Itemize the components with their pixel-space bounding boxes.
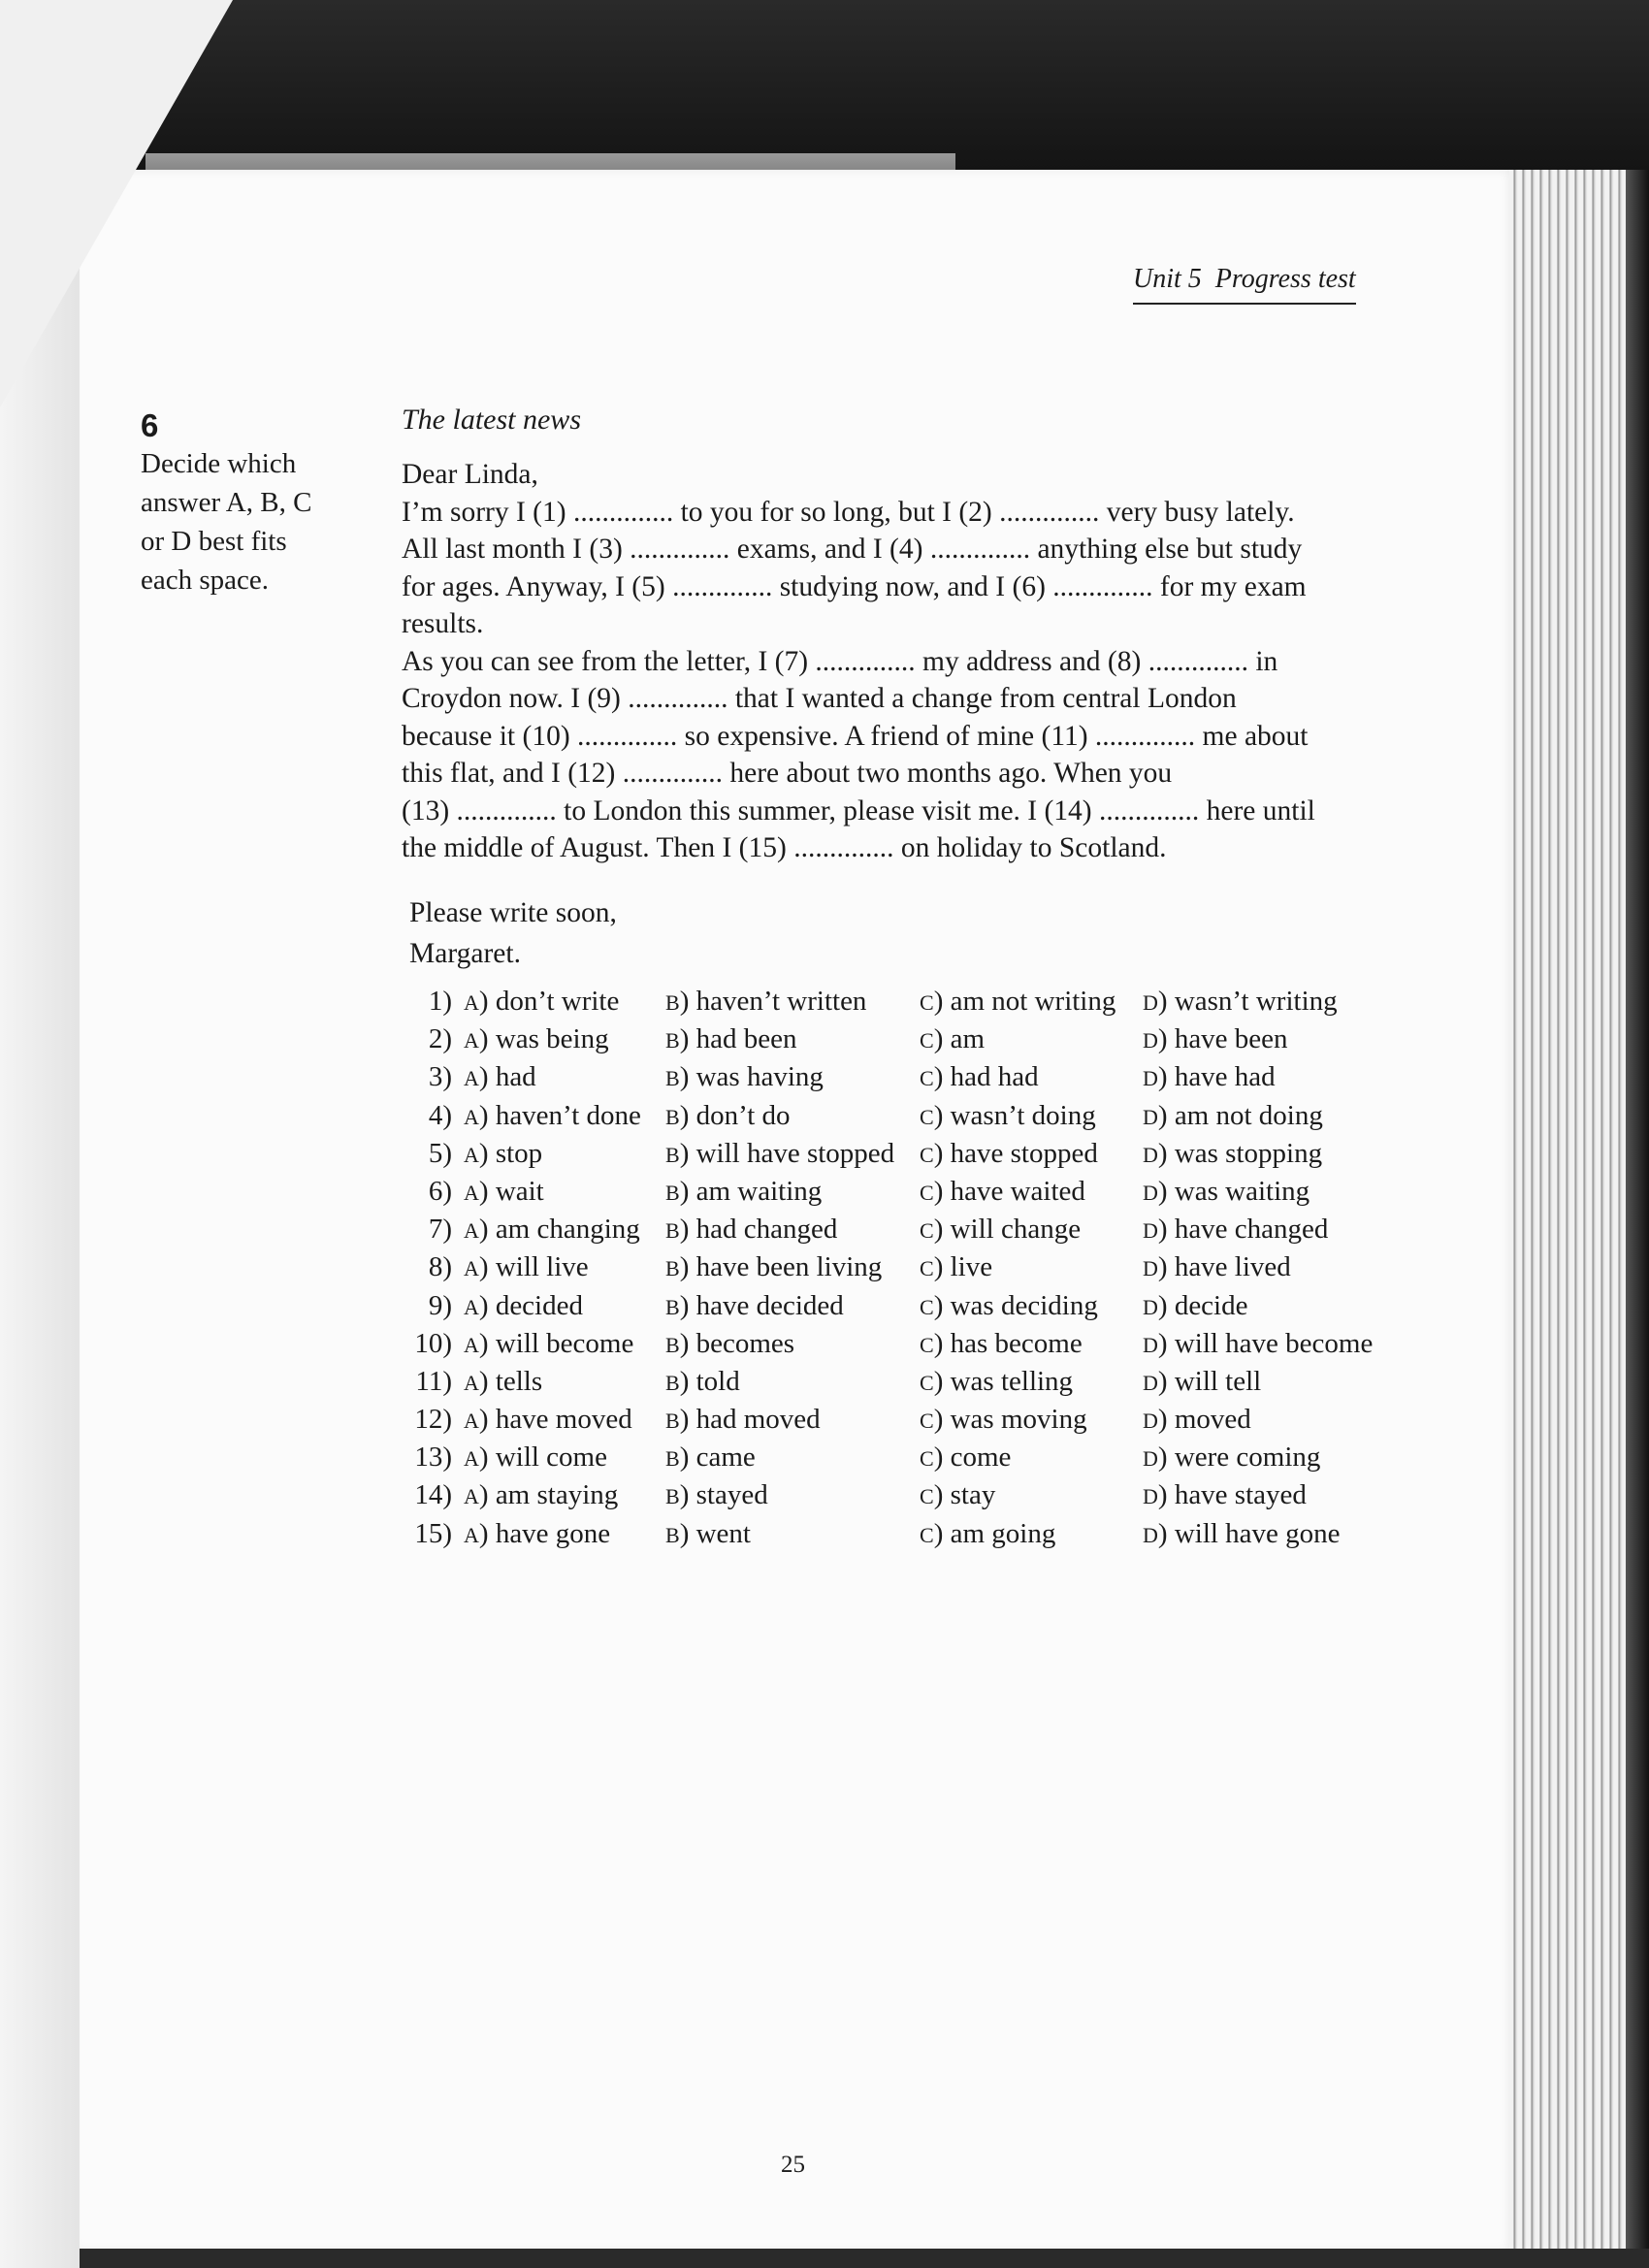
option-letter: A <box>464 1409 479 1434</box>
option-letter: C <box>920 1142 934 1167</box>
option-text: haven’t written <box>695 986 867 1017</box>
question-number: 1) <box>428 986 452 1017</box>
option-text: decide <box>1174 1289 1248 1321</box>
option-a: A) was being <box>464 1023 609 1055</box>
option-text: stayed <box>695 1479 768 1511</box>
letter-line: Croydon now. I (9) .............. that I wanted a change from central London <box>402 683 1237 714</box>
option-text: have waited <box>950 1175 1085 1207</box>
option-text: went <box>695 1517 751 1549</box>
option-text: will tell <box>1174 1365 1262 1397</box>
question-number: 11) <box>415 1365 452 1397</box>
option-c: C) wasn’t doing <box>920 1099 1096 1131</box>
letter-line: I’m sorry I (1) .............. to you for so long, but I (2) .............. very busy lately. <box>402 496 1295 528</box>
option-b: B) don’t do <box>665 1099 791 1131</box>
option-d: D) have had <box>1143 1061 1276 1093</box>
option-text: was telling <box>950 1365 1074 1397</box>
option-c: C) am going <box>920 1517 1056 1549</box>
option-a: A) tells <box>464 1365 543 1397</box>
letter-line: this flat, and I (12) .............. here about two months ago. When you <box>402 758 1173 789</box>
letter-line: results. <box>402 608 484 639</box>
instruction-line: or D best fits <box>141 526 287 557</box>
question-number: 10) <box>414 1327 452 1359</box>
letter-line: (13) .............. to London this summer, please visit me. I (14) .............. here until <box>402 794 1315 826</box>
option-text: have decided <box>695 1289 844 1321</box>
option-c: C) has become <box>920 1327 1083 1359</box>
option-letter: D <box>1143 1332 1158 1357</box>
question-number: 13) <box>414 1442 452 1474</box>
option-text: was waiting <box>1174 1175 1310 1207</box>
option-d: D) was stopping <box>1143 1137 1323 1169</box>
option-a: A) wait <box>464 1175 544 1207</box>
option-text: will come <box>495 1442 607 1474</box>
option-text: stay <box>950 1479 996 1511</box>
option-text: live <box>950 1251 993 1283</box>
option-b: B) am waiting <box>665 1175 823 1207</box>
letter-title: The latest news <box>402 404 581 436</box>
option-row <box>405 1061 1414 1099</box>
option-d: D) will have become <box>1143 1327 1374 1359</box>
option-a: A) have gone <box>464 1517 611 1549</box>
option-letter: A <box>464 1370 479 1395</box>
option-d: D) was waiting <box>1143 1175 1310 1207</box>
option-a: A) decided <box>464 1289 583 1321</box>
option-b: B) haven’t written <box>665 986 867 1017</box>
option-d: D) decide <box>1143 1289 1248 1321</box>
option-text: haven’t done <box>495 1099 641 1131</box>
option-a: A) will come <box>464 1442 607 1474</box>
option-letter: D <box>1143 1294 1158 1319</box>
option-text: will live <box>495 1251 589 1283</box>
question-number: 8) <box>428 1251 452 1283</box>
option-c: C) was telling <box>920 1365 1074 1397</box>
option-letter: C <box>920 1522 934 1547</box>
option-text: have lived <box>1174 1251 1291 1283</box>
option-b: B) had moved <box>665 1404 821 1436</box>
option-c: C) have stopped <box>920 1137 1098 1169</box>
option-text: wasn’t doing <box>950 1099 1096 1131</box>
signature: Margaret. <box>409 938 521 969</box>
option-c: C) stay <box>920 1479 996 1511</box>
option-row <box>405 1366 1414 1404</box>
option-row <box>405 1176 1414 1214</box>
option-text: moved <box>1174 1404 1251 1436</box>
instruction-line: each space. <box>141 565 270 596</box>
option-c: C) will change <box>920 1214 1082 1246</box>
option-c: C) live <box>920 1251 993 1283</box>
unit-header <box>1133 264 1356 305</box>
option-letter: A <box>464 1256 479 1281</box>
option-letter: A <box>464 990 479 1015</box>
option-row <box>405 1518 1414 1556</box>
option-row <box>405 1023 1414 1061</box>
question-number: 4) <box>428 1099 452 1131</box>
option-row <box>405 1442 1414 1479</box>
option-letter: B <box>665 1218 680 1244</box>
option-letter: C <box>920 1104 934 1129</box>
option-letter: B <box>665 1294 680 1319</box>
option-text: am not doing <box>1174 1099 1323 1131</box>
option-letter: A <box>464 1446 479 1472</box>
question-number: 15) <box>414 1517 452 1549</box>
option-b: B) had changed <box>665 1214 838 1246</box>
instruction-line: answer A, B, C <box>141 487 312 518</box>
option-text: am not writing <box>950 986 1116 1017</box>
option-text: had changed <box>695 1214 838 1246</box>
option-letter: C <box>920 1218 934 1244</box>
option-b: B) had been <box>665 1023 797 1055</box>
option-text: will have gone <box>1174 1517 1341 1549</box>
option-letter: C <box>920 1028 934 1053</box>
option-b: B) went <box>665 1517 751 1549</box>
option-text: was being <box>495 1023 609 1055</box>
option-text: wait <box>495 1175 544 1207</box>
option-text: will have become <box>1174 1327 1374 1359</box>
option-b: B) stayed <box>665 1479 768 1511</box>
option-text: don’t write <box>495 986 620 1017</box>
option-letter: B <box>665 1446 680 1472</box>
option-letter: A <box>464 1028 479 1053</box>
option-letter: C <box>920 1409 934 1434</box>
option-b: B) told <box>665 1365 740 1397</box>
question-number: 9) <box>428 1289 452 1321</box>
option-letter: A <box>464 1180 479 1205</box>
option-row <box>405 1290 1414 1328</box>
option-a: A) will become <box>464 1327 634 1359</box>
option-d: D) were coming <box>1143 1442 1321 1474</box>
option-letter: C <box>920 1332 934 1357</box>
option-letter: D <box>1143 1180 1158 1205</box>
option-text: were coming <box>1174 1442 1321 1474</box>
option-letter: D <box>1143 1256 1158 1281</box>
book-page-edges <box>1509 170 1626 2251</box>
option-letter: A <box>464 1332 479 1357</box>
option-text: told <box>695 1365 740 1397</box>
option-row <box>405 1328 1414 1366</box>
option-d: D) moved <box>1143 1404 1251 1436</box>
option-letter: C <box>920 1370 934 1395</box>
option-text: am changing <box>495 1214 640 1246</box>
option-d: D) am not doing <box>1143 1099 1323 1131</box>
option-text: will become <box>495 1327 634 1359</box>
letter-body <box>402 456 1381 867</box>
question-number: 6) <box>428 1175 452 1207</box>
option-b: B) have decided <box>665 1289 844 1321</box>
option-a: A) am staying <box>464 1479 619 1511</box>
option-text: wasn’t writing <box>1174 986 1338 1017</box>
option-d: D) have lived <box>1143 1251 1291 1283</box>
option-text: have stayed <box>1174 1479 1307 1511</box>
option-text: had moved <box>695 1404 821 1436</box>
option-letter: B <box>665 990 680 1015</box>
option-text: have been living <box>695 1251 883 1283</box>
option-d: D) have changed <box>1143 1214 1329 1246</box>
option-c: C) am <box>920 1023 986 1055</box>
option-b: B) have been living <box>665 1251 883 1283</box>
option-text: tells <box>495 1365 543 1397</box>
letter-line: because it (10) .............. so expensive. A friend of mine (11) .............. me about <box>402 720 1309 752</box>
letter-closing <box>409 892 617 974</box>
option-a: A) stop <box>464 1137 543 1169</box>
option-text: have gone <box>495 1517 611 1549</box>
question-number: 3) <box>428 1061 452 1093</box>
option-c: C) was deciding <box>920 1289 1098 1321</box>
option-a: A) had <box>464 1061 536 1093</box>
option-d: D) will have gone <box>1143 1517 1341 1549</box>
option-text: had had <box>950 1061 1039 1093</box>
option-row <box>405 1100 1414 1138</box>
unit-label: Unit 5 <box>1133 264 1202 294</box>
option-text: am <box>950 1023 986 1055</box>
option-letter: B <box>665 1409 680 1434</box>
option-text: was having <box>695 1061 824 1093</box>
option-letter: A <box>464 1484 479 1509</box>
option-d: D) wasn’t writing <box>1143 986 1338 1017</box>
page-number: 25 <box>781 2152 805 2178</box>
option-text: was stopping <box>1174 1137 1323 1169</box>
question-number: 14) <box>414 1479 452 1511</box>
letter-line: All last month I (3) .............. exams, and I (4) .............. anything else but study <box>402 534 1303 565</box>
option-letter: A <box>464 1522 479 1547</box>
option-letter: D <box>1143 1409 1158 1434</box>
option-text: have changed <box>1174 1214 1329 1246</box>
option-text: am staying <box>495 1479 619 1511</box>
letter-line: the middle of August. Then I (15) .............. on holiday to Scotland. <box>402 832 1167 863</box>
option-letter: D <box>1143 1370 1158 1395</box>
option-letter: B <box>665 1104 680 1129</box>
option-d: D) have stayed <box>1143 1479 1307 1511</box>
option-letter: D <box>1143 990 1158 1015</box>
option-letter: B <box>665 1180 680 1205</box>
option-text: was moving <box>950 1404 1087 1436</box>
option-letter: D <box>1143 1104 1158 1129</box>
option-letter: D <box>1143 1522 1158 1547</box>
option-text: has become <box>950 1327 1083 1359</box>
option-b: B) came <box>665 1442 756 1474</box>
option-text: don’t do <box>695 1099 791 1131</box>
letter-line: for ages. Anyway, I (5) .............. studying now, and I (6) .............. for my exam <box>402 570 1307 602</box>
exercise-number: 6 <box>141 407 159 443</box>
option-a: A) don’t write <box>464 986 620 1017</box>
option-row <box>405 986 1414 1023</box>
page-fold-corner <box>0 0 233 407</box>
option-letter: C <box>920 1484 934 1509</box>
option-letter: D <box>1143 1142 1158 1167</box>
option-letter: B <box>665 1028 680 1053</box>
option-text: becomes <box>695 1327 795 1359</box>
option-text: come <box>950 1442 1012 1474</box>
closing-line: Please write soon, <box>409 897 617 928</box>
option-b: B) will have stopped <box>665 1137 895 1169</box>
option-letter: C <box>920 1294 934 1319</box>
option-letter: C <box>920 1256 934 1281</box>
option-letter: A <box>464 1142 479 1167</box>
option-text: was deciding <box>950 1289 1098 1321</box>
instruction-line: Decide which <box>141 448 297 479</box>
option-letter: B <box>665 1066 680 1091</box>
option-c: C) was moving <box>920 1404 1087 1436</box>
option-text: came <box>695 1442 756 1474</box>
answer-options-table <box>405 986 1414 1556</box>
option-row <box>405 1138 1414 1176</box>
option-letter: D <box>1143 1028 1158 1053</box>
option-text: had <box>495 1061 536 1093</box>
option-letter: A <box>464 1104 479 1129</box>
option-letter: B <box>665 1332 680 1357</box>
option-letter: B <box>665 1370 680 1395</box>
option-d: D) will tell <box>1143 1365 1262 1397</box>
option-d: D) have been <box>1143 1023 1288 1055</box>
option-text: have moved <box>495 1404 632 1436</box>
option-text: had been <box>695 1023 797 1055</box>
option-c: C) am not writing <box>920 986 1116 1017</box>
option-b: B) becomes <box>665 1327 795 1359</box>
option-text: will have stopped <box>695 1137 895 1169</box>
letter-salutation: Dear Linda, <box>402 459 538 490</box>
option-text: stop <box>495 1137 543 1169</box>
option-letter: D <box>1143 1066 1158 1091</box>
option-letter: D <box>1143 1218 1158 1244</box>
letter-line: As you can see from the letter, I (7) .............. my address and (8) .............. in <box>402 645 1278 677</box>
option-row <box>405 1214 1414 1251</box>
option-text: am waiting <box>695 1175 823 1207</box>
option-c: C) have waited <box>920 1175 1085 1207</box>
option-a: A) will live <box>464 1251 589 1283</box>
option-letter: B <box>665 1484 680 1509</box>
question-number: 12) <box>414 1404 452 1436</box>
option-text: decided <box>495 1289 583 1321</box>
option-letter: D <box>1143 1446 1158 1472</box>
option-text: am going <box>950 1517 1056 1549</box>
option-letter: A <box>464 1294 479 1319</box>
scanner-background-bottom <box>80 2249 1649 2268</box>
question-number: 5) <box>428 1137 452 1169</box>
option-letter: D <box>1143 1484 1158 1509</box>
question-number: 2) <box>428 1023 452 1055</box>
unit-title: Progress test <box>1214 264 1356 294</box>
option-row <box>405 1251 1414 1289</box>
option-letter: C <box>920 1446 934 1472</box>
option-letter: B <box>665 1256 680 1281</box>
question-number: 7) <box>428 1214 452 1246</box>
option-letter: A <box>464 1218 479 1244</box>
option-c: C) had had <box>920 1061 1039 1093</box>
option-letter: C <box>920 1180 934 1205</box>
option-a: A) have moved <box>464 1404 632 1436</box>
option-letter: B <box>665 1522 680 1547</box>
option-a: A) am changing <box>464 1214 640 1246</box>
option-text: have stopped <box>950 1137 1098 1169</box>
exercise-instruction <box>141 444 344 599</box>
option-text: will change <box>950 1214 1082 1246</box>
option-text: have had <box>1174 1061 1276 1093</box>
option-letter: C <box>920 990 934 1015</box>
option-letter: B <box>665 1142 680 1167</box>
option-b: B) was having <box>665 1061 824 1093</box>
option-text: have been <box>1174 1023 1288 1055</box>
option-a: A) haven’t done <box>464 1099 641 1131</box>
option-row <box>405 1479 1414 1517</box>
option-letter: C <box>920 1066 934 1091</box>
option-letter: A <box>464 1066 479 1091</box>
option-row <box>405 1404 1414 1442</box>
option-c: C) come <box>920 1442 1012 1474</box>
